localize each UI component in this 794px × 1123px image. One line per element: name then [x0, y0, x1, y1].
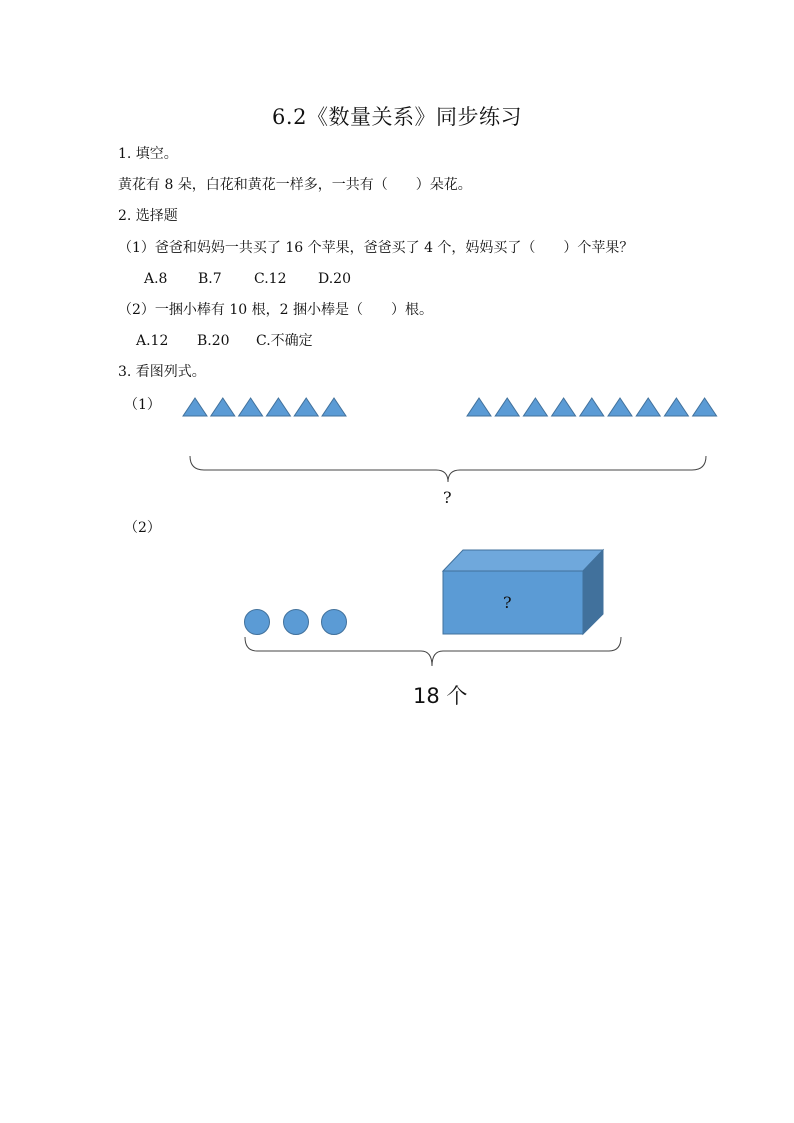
- q2-sub2-option-c: C.不确定: [256, 333, 313, 349]
- q1-text: 黄花有 8 朵，白花和黄花一样多，一共有（ ）朵花。: [118, 177, 472, 193]
- fig2-brace: [245, 637, 621, 666]
- fig2-label: （2）: [124, 520, 161, 536]
- q3-heading: 3. 看图列式。: [118, 364, 206, 380]
- circle: [284, 610, 309, 635]
- fig1-label: （1）: [124, 397, 161, 413]
- fig2-total: 18 个: [413, 684, 468, 708]
- q2-sub2-option-a: A.12: [136, 333, 169, 349]
- box-question-mark: ?: [503, 593, 512, 612]
- q1-heading: 1. 填空。: [118, 146, 178, 162]
- circle: [245, 610, 270, 635]
- fig1-question-mark: ?: [443, 488, 452, 507]
- q2-sub2-option-b: B.20: [197, 333, 230, 349]
- q2-sub2-text: （2）一捆小棒有 10 根，2 捆小棒是（ ）根。: [118, 302, 433, 318]
- q2-sub1-option-c: C.12: [254, 271, 287, 287]
- q2-sub1-text: （1）爸爸和妈妈一共买了 16 个苹果，爸爸买了 4 个，妈妈买了（ ）个苹果？: [118, 240, 634, 256]
- box-top-face: [443, 550, 603, 571]
- box-front-face: [443, 571, 583, 634]
- q2-sub1-option-d: D.20: [318, 271, 351, 287]
- circle: [322, 610, 347, 635]
- q2-sub1-option-a: A.8: [144, 271, 168, 287]
- q2-sub1-option-b: B.7: [198, 271, 222, 287]
- page-title: 6.2《数量关系》同步练习: [272, 105, 522, 129]
- q2-heading: 2. 选择题: [118, 208, 178, 224]
